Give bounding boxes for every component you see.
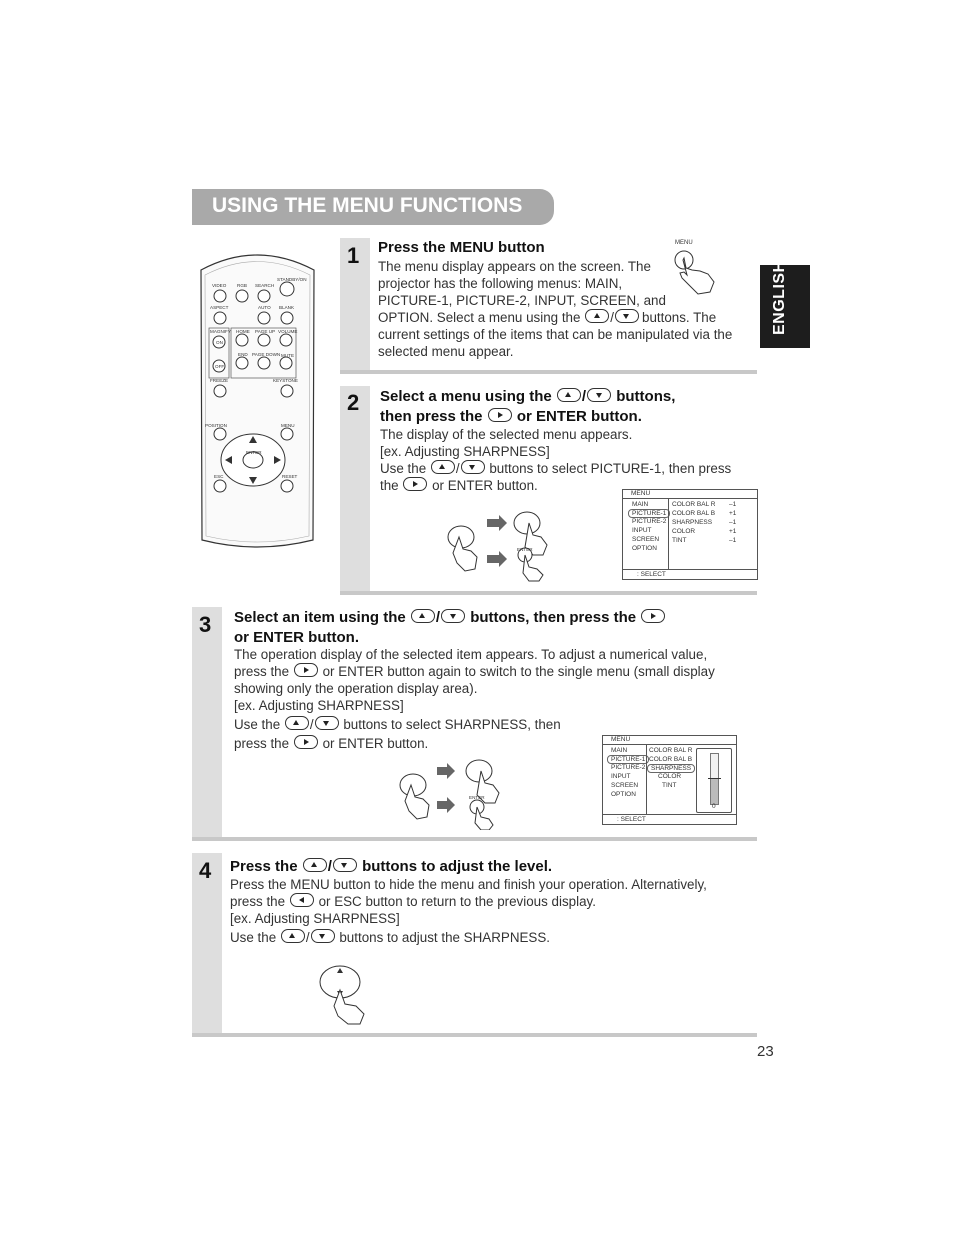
osd-menu-item: OPTION — [611, 791, 636, 798]
up-button-icon — [285, 716, 309, 730]
osd-setting-value: +1 — [729, 510, 737, 517]
step3-osd-menu — [602, 735, 737, 825]
down-button-icon — [315, 716, 339, 730]
osd-menu-item: SCREEN — [611, 782, 639, 789]
up-button-icon — [303, 858, 327, 872]
up-button-icon — [281, 929, 305, 943]
osd-menu-item-selected: PICTURE-1 — [628, 509, 670, 518]
step4-heading: Press the / buttons to adjust the level. — [230, 858, 553, 875]
remote-label: MAGNIFY — [210, 329, 231, 334]
step2-heading: Select a menu using the / buttons, then press the or ENTER button. — [380, 388, 676, 425]
down-button-icon — [441, 609, 465, 623]
step1-number: 1 — [347, 243, 360, 268]
osd-menu-item: INPUT — [632, 527, 652, 534]
osd-menu-item: SCREEN — [632, 536, 660, 543]
osd-footer: : SELECT — [623, 569, 757, 579]
remote-label: MUTE — [281, 353, 295, 358]
down-button-icon — [333, 858, 357, 872]
remote-label: BLANK — [279, 305, 295, 310]
osd-menu-item: MAIN — [632, 501, 649, 508]
step3-heading: Select an item using the / buttons, then press the or ENTER button. — [234, 608, 666, 648]
osd-menu-item-selected: PICTURE-1 — [607, 755, 649, 764]
remote-label: RGB — [237, 283, 247, 288]
remote-label: ESC — [214, 474, 224, 479]
hand-pointer-icon — [445, 507, 565, 582]
osd-setting-item: COLOR BAL B — [649, 756, 693, 763]
step3-body: The operation display of the selected item appears. To adjust a numerical value, press the or ENTER button again to switch to the single menu (small display showing only the operation display area). [ex. Adjusting SHARPNESS] Use the / buttons to select SHARPNESS, then press the or ENTER button. — [234, 647, 715, 751]
menu-button-illustration: MENU — [672, 240, 722, 300]
remote-label: POSITION — [205, 423, 227, 428]
remote-label: SEARCH — [255, 283, 275, 288]
step4-body: Press the MENU button to hide the menu and finish your operation. Alternatively, press the or ESC button to return to the previous display. [ex. Adjusting SHARPNESS] Use the / buttons to adjust the SHARPNESS. — [230, 877, 707, 945]
hand-pointer-icon — [397, 755, 517, 830]
step2-body: The display of the selected menu appears. [ex. Adjusting SHARPNESS] Use the / buttons to select PICTURE-1, then press the or ENTER button. — [380, 427, 732, 493]
right-button-icon — [294, 663, 318, 677]
remote-label: ASPECT — [210, 305, 229, 310]
remote-label: ENTER — [246, 450, 262, 455]
page-title-bar — [192, 189, 554, 225]
step2-band — [340, 386, 370, 591]
remote-label: ON — [216, 340, 223, 345]
language-tab-label: ENGLISH — [771, 260, 788, 335]
step2-press-illustration: ENTER — [445, 507, 565, 587]
osd-setting-item: SHARPNESS — [672, 519, 713, 526]
down-button-icon — [311, 929, 335, 943]
osd-setting-item-selected: SHARPNESS — [647, 764, 695, 773]
osd-setting-item: TINT — [672, 537, 687, 544]
left-button-icon — [290, 893, 314, 907]
osd-title: MENU — [623, 490, 757, 499]
right-button-icon — [403, 477, 427, 491]
osd-setting-item: COLOR BAL R — [672, 501, 716, 508]
remote-label: END — [238, 352, 248, 357]
osd-setting-item: COLOR BAL R — [649, 747, 693, 754]
step2-divider — [340, 591, 757, 595]
step3-band — [192, 607, 222, 837]
remote-label: RESET — [282, 474, 298, 479]
step1-body-tail: buttons. The current settings of the items that can be manipulated via the selected menu appear. — [378, 310, 733, 359]
osd-gauge-value: 0 — [712, 803, 716, 810]
osd-setting-item: TINT — [662, 782, 677, 789]
page-title: USING THE MENU FUNCTIONS — [212, 194, 523, 217]
remote-label: PAGE DOWN — [252, 352, 281, 357]
step3-number: 3 — [199, 612, 212, 637]
page-number: 23 — [757, 1043, 774, 1060]
right-button-icon — [294, 735, 318, 749]
remote-label: FREEZE — [210, 378, 229, 383]
osd-gauge-frame — [696, 748, 732, 813]
up-button-icon — [557, 388, 581, 402]
osd-setting-item: COLOR — [658, 773, 682, 780]
osd-menu-item: PICTURE-2 — [611, 764, 646, 771]
step3-divider — [192, 837, 757, 841]
step3-press-illustration: ENTER — [397, 755, 517, 835]
remote-label: HOME — [236, 329, 250, 334]
hand-pointer-icon — [672, 240, 722, 295]
right-button-icon — [488, 408, 512, 422]
down-button-icon — [587, 388, 611, 402]
osd-setting-value: –1 — [729, 519, 737, 526]
right-button-icon — [641, 609, 665, 623]
step2-number: 2 — [347, 390, 360, 415]
up-button-icon — [431, 460, 455, 474]
osd-setting-value: –1 — [729, 501, 737, 508]
hand-pointer-icon — [318, 960, 383, 1025]
osd-footer: : SELECT — [603, 814, 736, 824]
osd-title: MENU — [603, 736, 736, 745]
remote-control-illustration — [195, 248, 320, 553]
remote-control-icon — [195, 248, 320, 553]
osd-menu-item: MAIN — [611, 747, 628, 754]
osd-gauge-track — [710, 753, 719, 805]
osd-setting-item: COLOR — [672, 528, 696, 535]
remote-label: VOLUME — [278, 329, 298, 334]
remote-label: MENU — [281, 423, 295, 428]
step4-number: 4 — [199, 858, 212, 883]
remote-label: AUTO — [258, 305, 271, 310]
remote-label: STANDBY/ON — [277, 277, 307, 282]
remote-label: KEYSTONE — [273, 378, 298, 383]
step2-osd-menu — [622, 489, 758, 580]
remote-label: VIDEO — [212, 283, 227, 288]
up-button-icon — [411, 609, 435, 623]
osd-setting-value: +1 — [729, 528, 737, 535]
down-button-icon — [461, 460, 485, 474]
step1-body: The menu display appears on the screen. The projector has the following menus: MAIN, PICTURE-1, PICTURE-2, INPUT, SCREEN, and OPTION. Select a menu using the / — [378, 259, 666, 325]
step4-press-illustration — [318, 960, 383, 1030]
remote-label: PAGE UP — [255, 329, 276, 334]
step4-divider — [192, 1033, 757, 1037]
osd-menu-item: INPUT — [611, 773, 631, 780]
osd-setting-value: –1 — [729, 537, 737, 544]
osd-menu-item: OPTION — [632, 545, 657, 552]
osd-gauge-fill — [711, 779, 718, 804]
osd-menu-item: PICTURE-2 — [632, 518, 667, 525]
remote-label: OFF — [215, 364, 225, 369]
step1-divider — [340, 370, 757, 374]
osd-setting-item: COLOR BAL B — [672, 510, 716, 517]
step1-heading: Press the MENU button — [378, 239, 545, 256]
language-tab — [760, 260, 810, 348]
